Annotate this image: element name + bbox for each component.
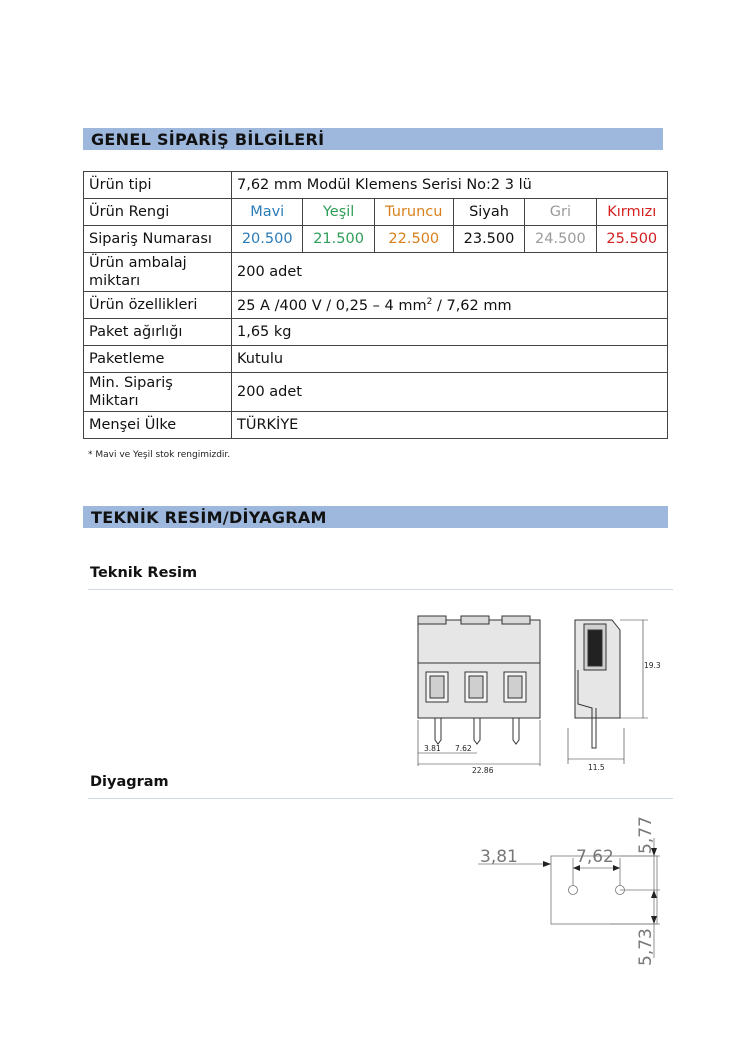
side-screw (588, 630, 602, 666)
dim-label: 5,77 (636, 816, 656, 854)
table-row (84, 346, 668, 373)
arrow (651, 916, 657, 924)
value-ozellikler (232, 292, 668, 319)
diyagram-heading: Diyagram (90, 774, 169, 790)
dim-label: 7.62 (455, 744, 472, 753)
front-body (418, 620, 540, 718)
label-siparis-numarasi: Sipariş Numarası (84, 226, 232, 253)
value-min-siparis: 200 adet (232, 373, 668, 412)
table-row (84, 373, 668, 412)
table-row (84, 226, 668, 253)
value-ambalaj: 200 adet (232, 253, 668, 292)
order-number-yesil: 21.500 (303, 226, 374, 253)
table-row (84, 253, 668, 292)
table-row (84, 292, 668, 319)
dim-label: 11.5 (588, 763, 605, 772)
dim-label: 5,73 (636, 928, 656, 966)
table-row (84, 319, 668, 346)
color-mavi: Mavi (232, 199, 303, 226)
order-number-mavi: 20.500 (232, 226, 303, 253)
spec-text: 25 A /400 V / 0,25 – 4 mm (237, 297, 427, 314)
label-line: Ürün ambalaj (89, 255, 187, 271)
table-row (84, 412, 668, 439)
value-paket-agirligi: 1,65 kg (232, 319, 668, 346)
dim-label: 19.3 (644, 661, 661, 670)
terminal-top (461, 616, 489, 624)
label-line: Min. Sipariş (89, 375, 173, 391)
section-title: TEKNİK RESİM/DİYAGRAM (91, 508, 327, 527)
section-header-teknik (83, 506, 668, 528)
pin-hole (569, 886, 578, 895)
arrow (651, 890, 657, 898)
arrow (613, 865, 620, 871)
value-paketleme: Kutulu (232, 346, 668, 373)
label-paketleme: Paketleme (84, 346, 232, 373)
order-number-kirmizi: 25.500 (596, 226, 667, 253)
dim-label: 7,62 (576, 847, 614, 867)
color-gri: Gri (525, 199, 596, 226)
label-urun-rengi: Ürün Rengi (84, 199, 232, 226)
pin (474, 718, 480, 744)
section-header-genel (83, 128, 663, 150)
order-number-siyah: 23.500 (453, 226, 524, 253)
section-title: GENEL SİPARİŞ BİLGİLERİ (91, 130, 325, 149)
label-line: Miktarı (89, 393, 139, 409)
divider (88, 798, 673, 799)
pin (513, 718, 519, 744)
table-row (84, 199, 668, 226)
terminal-top (502, 616, 530, 624)
teknik-resim-heading: Teknik Resim (90, 565, 198, 581)
dim-label: 22.86 (472, 766, 494, 774)
value-mensei: TÜRKİYE (232, 412, 668, 439)
color-kirmizi: Kırmızı (596, 199, 667, 226)
label-urun-tipi: Ürün tipi (84, 172, 232, 199)
label-ambalaj (84, 253, 232, 292)
label-line: miktarı (89, 273, 141, 289)
label-ozellikler: Ürün özellikleri (84, 292, 232, 319)
pin (435, 718, 441, 744)
terminal-top (418, 616, 446, 624)
order-number-turuncu: 22.500 (374, 226, 453, 253)
label-min-siparis (84, 373, 232, 412)
dim-label: 3.81 (424, 744, 441, 753)
order-number-gri: 24.500 (525, 226, 596, 253)
label-mensei: Menşei Ülke (84, 412, 232, 439)
value-urun-tipi: 7,62 mm Modül Klemens Serisi No:2 3 lü (232, 172, 668, 199)
label-paket-agirligi: Paket ağırlığı (84, 319, 232, 346)
technical-drawing (410, 608, 672, 774)
order-info-table (83, 171, 668, 439)
table-row (84, 172, 668, 199)
screw-window-inner (508, 676, 522, 698)
screw-window-inner (430, 676, 444, 698)
footprint-diagram (470, 808, 670, 974)
spec-superscript: 2 (426, 296, 433, 307)
screw-window-inner (469, 676, 483, 698)
dim-label: 3,81 (480, 847, 518, 867)
divider (88, 589, 673, 590)
color-yesil: Yeşil (303, 199, 374, 226)
color-siyah: Siyah (453, 199, 524, 226)
stock-note: * Mavi ve Yeşil stok rengimizdir. (88, 450, 231, 460)
arrow (543, 861, 551, 867)
spec-text-end: / 7,62 mm (432, 297, 512, 314)
color-turuncu: Turuncu (374, 199, 453, 226)
